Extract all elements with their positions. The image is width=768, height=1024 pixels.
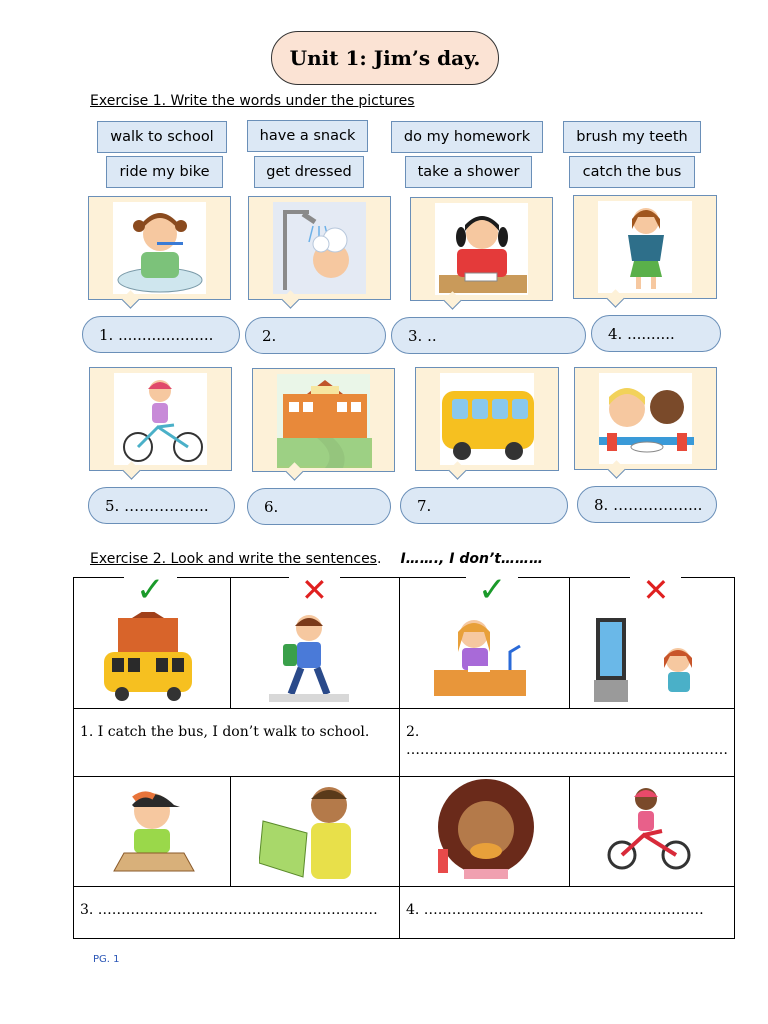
picture-catch-bus <box>415 367 559 471</box>
table-cell-chess <box>74 777 231 887</box>
answer-field-6[interactable]: 6. <box>247 488 391 525</box>
exercise-2-heading: Exercise 2. Look and write the sentences <box>90 551 377 567</box>
sentence-cell-1[interactable] <box>74 709 400 777</box>
sentence-cell-3[interactable] <box>74 887 400 939</box>
girl-showering-illustration <box>273 202 368 296</box>
picture-do-homework <box>410 197 553 301</box>
girl-brushing-teeth-illustration <box>113 202 208 296</box>
sentence-3: 3. …………………………………………………… <box>80 902 378 918</box>
worksheet-title: Unit 1: Jim’s day. <box>271 31 499 85</box>
sentence-4: 4. …………………………………………………… <box>405 902 704 918</box>
exercise-2-heading-end: . <box>376 551 382 567</box>
girl-getting-dressed-illustration <box>598 201 694 295</box>
page-number: PG. 1 <box>93 954 120 965</box>
table-cell-eating <box>399 777 570 887</box>
sentence-2: 2. …………………………………………………………… <box>405 724 728 758</box>
answer-field-1[interactable]: 1. .................... <box>82 316 240 353</box>
girl-doing-homework-illustration <box>435 203 530 297</box>
exercise-2-hint: I……., I don’t……… <box>400 551 543 567</box>
girl-cycling-illustration <box>606 777 696 877</box>
table-cell-homework <box>399 570 570 709</box>
school-building-illustration <box>277 374 372 468</box>
word-box: brush my teeth <box>563 121 701 153</box>
girl-eating-burger-illustration <box>428 777 544 881</box>
table-cell-cycling <box>570 777 735 887</box>
sentence-cell-4[interactable] <box>399 887 734 939</box>
table-cell-bus <box>74 570 231 709</box>
girl-at-desk-illustration <box>432 612 532 702</box>
word-box: get dressed <box>254 156 364 188</box>
answer-field-4[interactable]: 4. .......... <box>591 315 721 352</box>
sentence-1: 1. I catch the bus, I don’t walk to school. <box>80 724 370 740</box>
answer-field-5[interactable]: 5. …………….. <box>88 487 235 524</box>
exercise-2-heading-row <box>90 548 543 567</box>
table-cell-walk <box>231 571 400 709</box>
boy-playing-chess-illustration <box>104 777 204 881</box>
table-cell-reading <box>231 777 400 887</box>
exercise-1-heading: Exercise 1. Write the words under the pictures <box>90 93 415 109</box>
picture-have-snack <box>574 367 717 470</box>
picture-take-shower <box>248 196 391 300</box>
sentence-cell-2[interactable] <box>399 709 734 777</box>
answer-field-3[interactable]: 3. .. <box>391 317 586 354</box>
word-box: do my homework <box>391 121 543 153</box>
cross-icon: ✕ <box>289 572 340 608</box>
bus-and-school-illustration <box>102 612 194 702</box>
cross-icon: ✕ <box>630 572 681 608</box>
exercise-2-table <box>73 570 735 939</box>
word-box: walk to school <box>97 121 227 153</box>
boy-walking-illustration <box>269 610 349 704</box>
check-icon: ✓ <box>466 572 519 608</box>
kids-eating-snack-illustration <box>599 373 694 466</box>
check-icon: ✓ <box>124 572 177 608</box>
answer-field-8[interactable]: 8. ……………... <box>577 486 717 523</box>
word-box: take a shower <box>405 156 532 188</box>
girl-watching-tv-illustration <box>588 612 708 706</box>
answer-field-2[interactable]: 2. <box>245 317 386 354</box>
word-box: ride my bike <box>106 156 223 188</box>
picture-brush-teeth <box>88 196 231 300</box>
table-cell-tv <box>570 571 735 709</box>
word-box: catch the bus <box>569 156 695 188</box>
picture-get-dressed <box>573 195 717 299</box>
boy-reading-illustration <box>259 777 369 885</box>
word-box: have a snack <box>247 120 368 152</box>
answer-field-7[interactable]: 7. <box>400 487 568 524</box>
picture-walk-to-school <box>252 368 395 472</box>
school-bus-illustration <box>440 373 536 467</box>
picture-ride-bike <box>89 367 232 471</box>
boy-riding-bike-illustration <box>114 373 209 467</box>
